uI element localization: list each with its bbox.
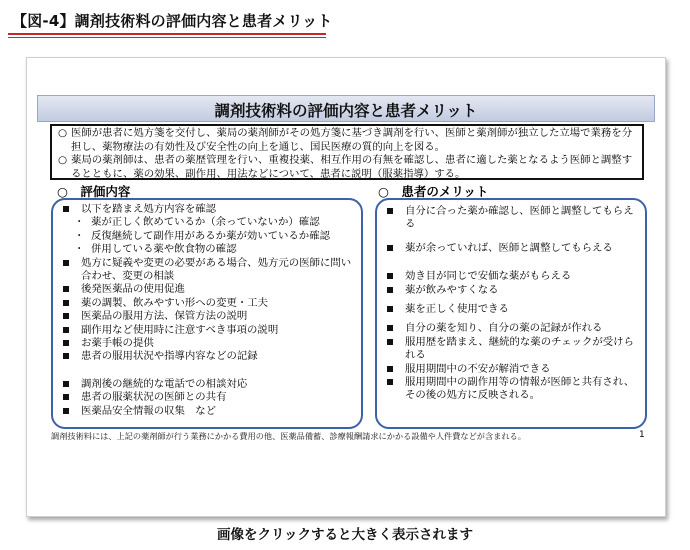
square-bullet-icon (387, 325, 393, 331)
sub-item: ・ 薬が正しく飲めているか（余っていないか）確認 (74, 216, 320, 229)
list-item: 医薬品の服用方法、保管方法の説明 (63, 310, 355, 323)
benefits-heading: ○ 患者のメリット (378, 184, 489, 199)
square-bullet-icon (63, 300, 69, 306)
list-item: 薬を正しく使用できる (387, 303, 639, 316)
square-bullet-icon (63, 286, 69, 292)
square-bullet-icon (63, 327, 69, 333)
sub-item: ・ 併用している薬や飲食物の確認 (74, 243, 237, 256)
slide-title-bar (37, 95, 655, 122)
square-bullet-icon (387, 339, 393, 345)
square-bullet-icon (387, 379, 393, 385)
evaluation-panel (51, 198, 363, 429)
dot-bullet-icon: ・ (74, 243, 85, 256)
list-item: 服用期間中の不安が解消できる (387, 363, 639, 376)
intro-text: 薬局の薬剤師は、患者の薬歴管理を行い、重複投薬、相互作用の有無を確認し、患者に適した薬となるよう医師と調整するとともに、薬の効果、副作用、用法などについて、患者に説明（服薬指導）する。 (71, 154, 633, 180)
slide-title: 調剤技術料の評価内容と患者メリット (214, 102, 478, 120)
list-item: 患者の服用状況や指導内容などの記録 (63, 350, 355, 363)
dot-bullet-icon: ・ (74, 216, 85, 229)
square-bullet-icon (63, 353, 69, 359)
page-number: 1 (639, 430, 645, 440)
intro-item (58, 154, 636, 181)
list-item: 薬が飲みやすくなる (387, 284, 639, 297)
intro-box (50, 124, 644, 180)
list-item: お薬手帳の提供 (63, 337, 355, 350)
list-item: 薬の調製、飲みやすい形への変更・工夫 (63, 297, 355, 310)
list-item: 医薬品安全情報の収集 など (63, 405, 355, 418)
square-bullet-icon (387, 208, 393, 214)
header-rule-thin (8, 37, 326, 38)
square-bullet-icon (63, 394, 69, 400)
list-item: 自分の薬を知り、自分の薬の記録が作れる (387, 322, 639, 335)
list-item: 副作用など使用時に注意すべき事項の説明 (63, 324, 355, 337)
figure-header (8, 8, 333, 38)
square-bullet-icon (387, 287, 393, 293)
list-item: 患者の服薬状況の医師との共有 (63, 391, 355, 404)
list-item: 服用歴を踏まえ、継続的な薬のチェックが受けられる (387, 336, 639, 363)
benefits-panel (375, 198, 647, 429)
footnote: 調剤技術料には、上記の薬剤師が行う業務にかかる費用の他、医薬品備蓄、診療報酬請求にかかる設備や人件費などが含まれる。 (51, 431, 526, 441)
intro-text: 医師が患者に処方箋を交付し、薬局の薬剤師がその処方箋に基づき調剤を行い、医師と薬剤師が独立した立場で業務を分担し、薬物療法の有効性及び安全性の向上を通じ、国民医療の質的向上を図る。 (71, 127, 633, 153)
circle-marker: ○ (58, 127, 68, 139)
square-bullet-icon (387, 245, 393, 251)
header-rule (8, 33, 326, 35)
slide-image[interactable] (26, 57, 666, 517)
evaluation-heading: ○ 評価内容 (57, 184, 131, 199)
dot-bullet-icon: ・ (74, 229, 85, 242)
circle-marker: ○ (58, 154, 68, 167)
list-item: 効き目が同じで安価な薬がもらえる (387, 270, 639, 283)
enlarge-caption[interactable]: 画像をクリックすると大きく表示されます (217, 527, 473, 543)
list-item: 以下を踏まえ処方内容を確認 (63, 203, 355, 216)
list-item: 自分に合った薬か確認し、医師と調整してもらえる (387, 205, 639, 232)
square-bullet-icon (387, 273, 393, 279)
square-bullet-icon (387, 366, 393, 372)
sub-item: ・ 反復継続して副作用があるか薬が効いているか確認 (74, 229, 330, 242)
list-item: 薬が余っていれば、医師と調整してもらえる (387, 242, 639, 255)
square-bullet-icon (63, 260, 69, 266)
intro-item (58, 127, 636, 154)
list-item: 後発医薬品の使用促進 (63, 283, 355, 296)
square-bullet-icon (63, 206, 69, 212)
list-item: 服用期間中の副作用等の情報が医師と共有され、その後の処方に反映される。 (387, 376, 639, 403)
square-bullet-icon (63, 408, 69, 414)
figure-title: 【図-4】調剤技術料の評価内容と患者メリット (12, 12, 333, 30)
square-bullet-icon (63, 313, 69, 319)
square-bullet-icon (63, 381, 69, 387)
square-bullet-icon (63, 340, 69, 346)
list-item: 調剤後の継続的な電話での相談対応 (63, 378, 355, 391)
square-bullet-icon (387, 306, 393, 312)
list-item: 処方に疑義や変更の必要がある場合、処方元の医師に問い合わせ、変更の相談 (63, 257, 355, 284)
